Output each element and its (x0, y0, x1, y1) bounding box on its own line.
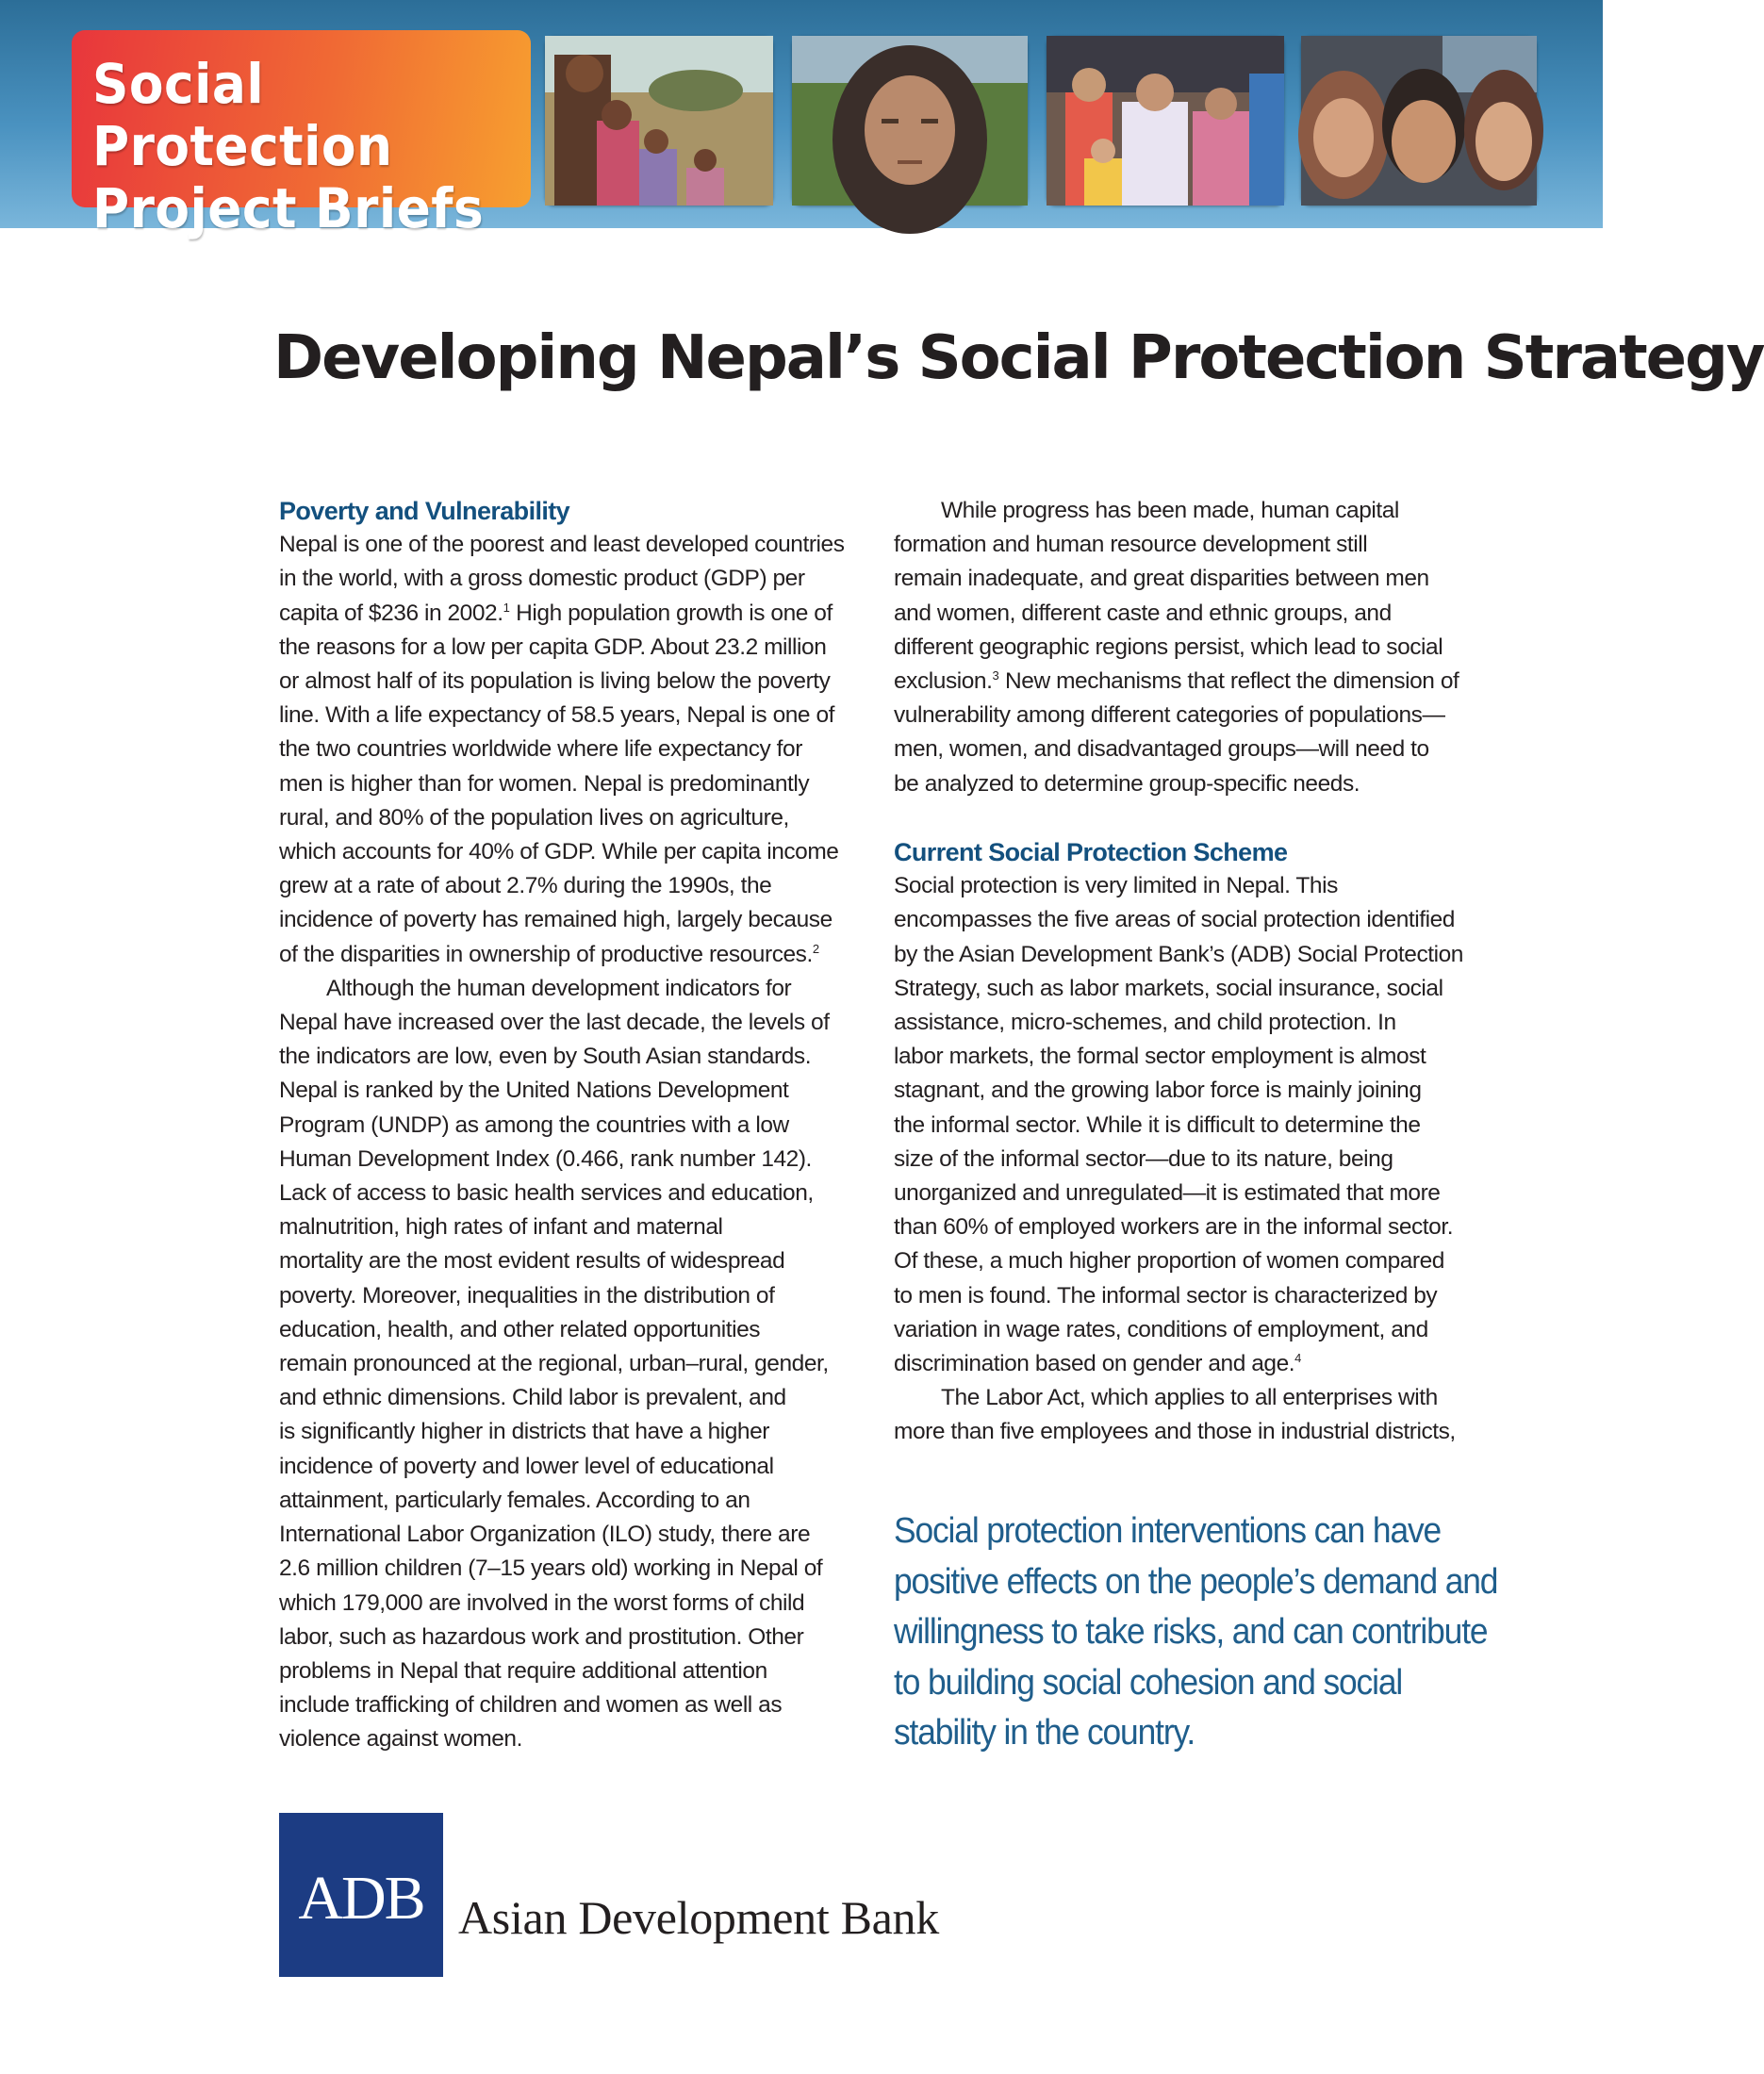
pull-quote (894, 1506, 1535, 1759)
text-line: stability in the country. (894, 1713, 1195, 1753)
series-title-line-2: Project Briefs (92, 176, 485, 240)
labor-act-paragraph (894, 1381, 1488, 1449)
text-line: remain pronounced at the regional, urban–rural, gender, (279, 1351, 829, 1377)
text-line: the informal sector. While it is difficult to determine the (894, 1111, 1421, 1138)
text-line: attainment, particularly females. According to an (279, 1487, 750, 1513)
text-line (279, 938, 866, 972)
text-line: which 179,000 are involved in the worst forms of child (279, 1589, 805, 1616)
text-line: variation in wage rates, conditions of employment, and (894, 1316, 1428, 1342)
text-line: in the world, with a gross domestic product (GDP) per (279, 566, 805, 592)
footnote-ref: 1 (503, 600, 510, 615)
text-line: mortality are the most evident results of widespread (279, 1248, 785, 1275)
text-line: poverty. Moreover, inequalities in the distribution of (279, 1282, 775, 1309)
adb-logo-text: ADB (298, 1864, 424, 1933)
text-line: and ethnic dimensions. Child labor is prevalent, and (279, 1385, 786, 1411)
text-line: Social protection interventions can have (894, 1511, 1442, 1551)
text-line: remain inadequate, and great disparities between men (894, 566, 1429, 592)
text-line: Program (UNDP) as among the countries with a low (279, 1111, 789, 1138)
text-run: exclusion. (894, 668, 993, 695)
text-line: the indicators are low, even by South Asian standards. (279, 1044, 812, 1070)
document-title: Developing Nepal’s Social Protection Strategy (273, 323, 1764, 393)
text-line: Of these, a much higher proportion of women compared (894, 1248, 1444, 1275)
photo-children-field (545, 36, 773, 206)
text-line: the two countries worldwide where life expectancy for (279, 736, 802, 763)
text-line: Nepal have increased over the last decade, the levels of (279, 1010, 830, 1036)
text-line: and women, different caste and ethnic groups, and (894, 600, 1392, 626)
text-line: The Labor Act, which applies to all enterprises with (941, 1385, 1438, 1411)
text-line: unorganized and unregulated—it is estimated that more (894, 1180, 1441, 1207)
photo-elderly-woman (792, 36, 1028, 206)
adb-logo (279, 1813, 443, 1977)
text-line (279, 597, 866, 631)
text-line: grew at a rate of about 2.7% during the 1990s, the (279, 873, 772, 899)
poverty-paragraph-1 (279, 528, 866, 972)
text-line: rural, and 80% of the population lives on agriculture, (279, 804, 789, 831)
text-line: Human Development Index (0.466, rank number 142). (279, 1145, 812, 1172)
section-heading-poverty: Poverty and Vulnerability (279, 497, 570, 525)
text-line: Nepal is ranked by the United Nations Development (279, 1078, 789, 1104)
text-line: labor, such as hazardous work and prostitution. Other (279, 1623, 804, 1650)
text-line: the reasons for a low per capita GDP. About 23.2 million (279, 634, 827, 660)
text-line: stagnant, and the growing labor force is mainly joining (894, 1078, 1422, 1104)
text-line: include trafficking of children and women as well as (279, 1692, 783, 1719)
right-column (894, 494, 1488, 1450)
text-line: which accounts for 40% of GDP. While per capita income (279, 839, 839, 865)
text-line: While progress has been made, human capital (941, 498, 1399, 523)
section-spacer (894, 801, 1488, 835)
text-line: than 60% of employed workers are in the informal sector. (894, 1214, 1454, 1241)
text-line: Lack of access to basic health services and education, (279, 1180, 814, 1207)
poverty-paragraph-2 (279, 972, 866, 1757)
text-line: 2.6 million children (7–15 years old) working in Nepal of (279, 1556, 823, 1582)
text-line: men is higher than for women. Nepal is predominantly (279, 770, 810, 797)
footnote-ref: 3 (992, 667, 999, 683)
text-line: line. With a life expectancy of 58.5 years, Nepal is one of (279, 702, 835, 729)
human-capital-paragraph (894, 494, 1488, 801)
text-line: is significantly higher in districts that have a higher (279, 1419, 769, 1445)
text-line (894, 665, 1488, 699)
text-line: encompasses the five areas of social protection identified (894, 907, 1455, 933)
text-line: incidence of poverty has remained high, largely because (279, 907, 833, 933)
text-line: Social protection is very limited in Nepal. This (894, 873, 1338, 899)
text-line: more than five employees and those in industrial districts, (894, 1419, 1456, 1445)
section-heading-current-scheme: Current Social Protection Scheme (894, 838, 1288, 867)
text-line: or almost half of its population is living below the poverty (279, 668, 831, 695)
text-line: International Labor Organization (ILO) study, there are (279, 1522, 811, 1548)
series-title-line-1: Social Protection (92, 52, 393, 178)
text-line: vulnerability among different categories of populations— (894, 702, 1445, 729)
text-line: by the Asian Development Bank’s (ADB) Social Protection (894, 941, 1463, 967)
photo-women-with-children (1047, 36, 1284, 206)
text-run: of the disparities in ownership of productive resources. (279, 941, 813, 967)
text-line: Although the human development indicators for (326, 975, 792, 1001)
text-line: to building social cohesion and social (894, 1662, 1403, 1703)
text-line: size of the informal sector—due to its nature, being (894, 1145, 1393, 1172)
text-line: incidence of poverty and lower level of educational (279, 1453, 774, 1479)
text-run: capita of $236 in 2002. (279, 600, 503, 626)
text-line: assistance, micro-schemes, and child protection. In (894, 1010, 1396, 1036)
organization-name: Asian Development Bank (458, 1891, 939, 1944)
text-run: discrimination based on gender and age. (894, 1351, 1295, 1377)
text-line: malnutrition, high rates of infant and maternal (279, 1214, 723, 1241)
text-line: positive effects on the people’s demand and (894, 1561, 1498, 1602)
text-line: problems in Nepal that require additional attention (279, 1657, 767, 1684)
text-line: labor markets, the formal sector employment is almost (894, 1044, 1426, 1070)
text-line: Strategy, such as labor markets, social insurance, social (894, 975, 1443, 1001)
text-line: formation and human resource development still (894, 532, 1368, 558)
text-line: different geographic regions persist, which lead to social (894, 634, 1443, 660)
text-line (894, 1347, 1488, 1381)
text-line: Nepal is one of the poorest and least developed countries (279, 532, 845, 558)
text-line: violence against women. (279, 1726, 522, 1753)
text-line: willingness to take risks, and can contribute (894, 1612, 1488, 1652)
footnote-ref: 2 (812, 941, 820, 956)
text-line: education, health, and other related opportunities (279, 1316, 761, 1342)
text-line: to men is found. The informal sector is characterized by (894, 1282, 1438, 1309)
current-scheme-paragraph (894, 869, 1488, 1381)
series-title-badge (72, 30, 531, 240)
footnote-ref: 4 (1294, 1350, 1302, 1365)
text-run: New mechanisms that reflect the dimension of (998, 668, 1459, 695)
header-banner (0, 0, 1603, 240)
text-line: be analyzed to determine group-specific needs. (894, 770, 1360, 797)
photo-children-faces (1301, 36, 1537, 206)
text-line: men, women, and disadvantaged groups—will need to (894, 736, 1429, 763)
text-run: High population growth is one of (509, 600, 833, 626)
left-column (279, 494, 866, 1757)
